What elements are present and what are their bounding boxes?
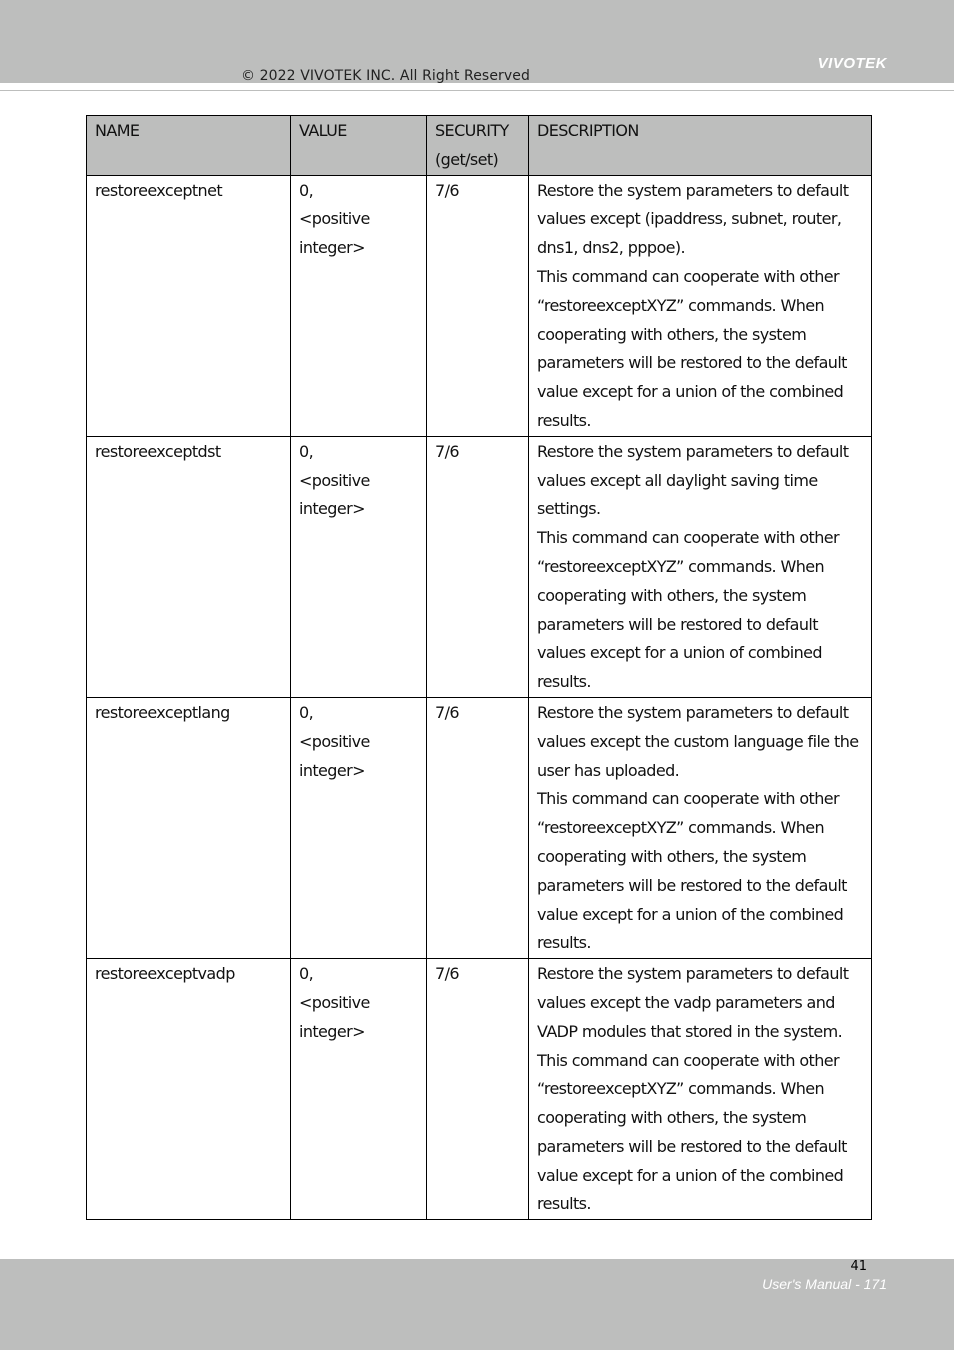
header-description: DESCRIPTION: [529, 116, 872, 176]
description-paragraph: Restore the system parameters to default values except all daylight saving time settings.: [537, 441, 849, 519]
description-paragraph: Restore the system parameters to default values except the custom language file the user has uploaded.: [537, 702, 859, 780]
value-line: integer>: [299, 238, 365, 258]
table-header-row: [87, 116, 872, 176]
description-paragraph: This command can cooperate with other “restoreexceptXYZ” commands. When cooperating with others, the system parameters will be restored to default values except for a union of combined results.: [537, 528, 839, 692]
cell-security: 7/6: [427, 436, 529, 697]
header-value: VALUE: [291, 116, 427, 176]
value-line: <positive: [299, 731, 370, 751]
value-line: 0,: [299, 702, 314, 722]
description-paragraph: This command can cooperate with other “restoreexceptXYZ” commands. When cooperating with others, the system parameters will be restored to the default value except for a union of the combined results.: [537, 1050, 847, 1214]
cell-description: [529, 436, 872, 697]
header-name: NAME: [87, 116, 291, 176]
cell-name: restoreexceptlang: [87, 697, 291, 958]
description-paragraph: Restore the system parameters to default values except the vadp parameters and VADP modules that stored in the system.: [537, 964, 849, 1041]
value-line: integer>: [299, 760, 365, 780]
cell-security: 7/6: [427, 959, 529, 1220]
header-security-line2: (get/set): [435, 149, 499, 169]
cell-security: 7/6: [427, 175, 529, 436]
cell-value: [291, 959, 427, 1220]
value-line: <positive: [299, 470, 370, 490]
value-line: 0,: [299, 964, 314, 984]
description-paragraph: Restore the system parameters to default values except (ipaddress, subnet, router, dns1, dns2, pppoe).: [537, 180, 849, 258]
description-paragraph: This command can cooperate with other “restoreexceptXYZ” commands. When cooperating with others, the system parameters will be restored to the default value except for a union of the combined results.: [537, 266, 847, 430]
cell-name: restoreexceptdst: [87, 436, 291, 697]
value-line: 0,: [299, 441, 314, 461]
header-rule: [0, 90, 954, 91]
cell-name: restoreexceptnet: [87, 175, 291, 436]
value-line: <positive: [299, 992, 370, 1012]
cell-description: [529, 697, 872, 958]
cell-name: restoreexceptvadp: [87, 959, 291, 1220]
cell-security: 7/6: [427, 697, 529, 958]
table-row: [87, 697, 872, 958]
copyright-text: © 2022 VIVOTEK INC. All Right Reserved: [241, 68, 530, 84]
cell-value: [291, 175, 427, 436]
value-line: integer>: [299, 1021, 365, 1041]
description-paragraph: This command can cooperate with other “restoreexceptXYZ” commands. When cooperating with others, the system parameters will be restored to the default value except for a union of the combined results.: [537, 789, 847, 953]
table-row: [87, 959, 872, 1220]
table-row: [87, 175, 872, 436]
value-line: 0,: [299, 180, 314, 200]
header-security: [427, 116, 529, 176]
manual-page-label: User's Manual - 171: [762, 1276, 887, 1292]
table-row: [87, 436, 872, 697]
brand-logo-text: VIVOTEK: [817, 55, 887, 72]
footer-band: [0, 1259, 954, 1350]
value-line: <positive: [299, 209, 370, 229]
value-line: integer>: [299, 499, 365, 519]
page-number: 41: [850, 1259, 867, 1274]
header-security-line1: SECURITY: [435, 121, 509, 140]
cell-value: [291, 697, 427, 958]
cell-value: [291, 436, 427, 697]
cell-description: [529, 959, 872, 1220]
parameter-table: [86, 115, 872, 1220]
cell-description: [529, 175, 872, 436]
